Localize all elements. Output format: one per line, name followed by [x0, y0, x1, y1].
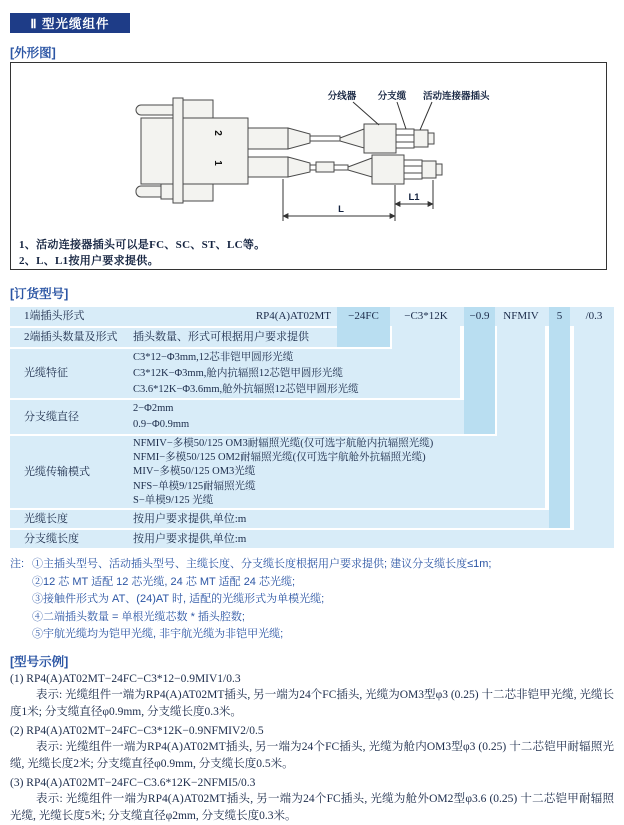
example-code-2: (2) RP4(A)AT02MT−24FC−C3*12K−0.9NFMIV2/0.5: [10, 724, 264, 737]
example-desc-1: 表示: 光缆组件一端为RP4(A)AT02MT插头, 另一端为24个FC插头, 光缆为OM3型φ3 (0.25) 十二芯非铠甲光缆, 光缆长度1米; 分支缆直径φ0.9mm, 分支缆长度0.3米。: [10, 689, 614, 719]
note-item-4: ④二端插头数量 = 单根光缆芯数 * 插头腔数;: [32, 610, 245, 623]
main-cable-top: [310, 136, 340, 141]
note-item-2: ②12 芯 MT 适配 12 芯光缆, 24 芯 MT 适配 24 芯光缆;: [32, 575, 296, 588]
section-header-ordering: [订货型号]: [10, 287, 69, 301]
connector-main-body: [183, 118, 248, 184]
plug-tip-bottom: [436, 164, 442, 175]
code-column-0-9: [464, 307, 495, 434]
row-label-4: 分支缆直径: [24, 411, 79, 423]
branch-diameter-line: 2−Φ2mm: [133, 403, 174, 414]
row-band-6: [10, 510, 570, 528]
connector-left-body: [141, 118, 173, 184]
row-label-7: 分支缆长度: [24, 533, 79, 545]
dim-label-l: L: [338, 204, 344, 215]
cable-feature-line: C3.6*12K−Φ3.6mm,舱外抗辐照12芯铠甲圆形光缆: [133, 384, 359, 395]
connector-flange: [173, 98, 183, 203]
label-splitter: 分线器: [327, 91, 357, 102]
row-content-7: 按用户要求提供,单位:m: [133, 533, 247, 545]
dim-label-l1: L1: [408, 192, 420, 203]
section-header-examples: [型号示例]: [10, 655, 69, 669]
branch-cable-top: [396, 129, 414, 148]
row-label-1: 1端插头形式: [24, 310, 85, 322]
notes-section: [10, 556, 614, 644]
plug-top: [414, 130, 428, 147]
page-title: Ⅱ 型光缆组件: [10, 13, 130, 33]
outline-drawing-box: [10, 62, 607, 270]
branch-diameter-line: 0.9−Φ0.9mm: [133, 419, 190, 430]
code-column-nfmiv: [497, 307, 545, 508]
splitter-bottom: [372, 155, 404, 184]
note-item-3: ③接触件形式为 AT、(24)AT 时, 适配的光缆形式为单模光缆;: [32, 593, 325, 606]
code-seg-nfmiv: NFMIV: [503, 310, 539, 322]
row-label-6: 光缆长度: [24, 513, 68, 525]
cavity-number-1: 1: [212, 160, 223, 166]
row-content-2: 插头数量、形式可根据用户要求提供: [133, 331, 309, 343]
label-plug: 活动连接器插头: [423, 91, 490, 102]
strain-relief-bottom: [288, 157, 310, 177]
example-desc-3: 表示: 光缆组件一端为RP4(A)AT02MT插头, 另一端为24个FC插头, 光缆为舱外OM2型φ3.6 (0.25) 十二芯铠甲耐辐照光缆, 光缆长度5米; 分支缆直径φ2mm, 分支缆长度0.3米。: [10, 792, 614, 823]
row-content-5: [133, 437, 433, 508]
transmission-mode-line: S−单模9/125 光缆: [133, 494, 214, 506]
example-desc-2: 表示: 光缆组件一端为RP4(A)AT02MT插头, 另一端为24个FC插头, 光缆为舱内OM3型φ3 (0.25) 十二芯铠甲耐辐照光缆, 光缆长度2米; 分支缆直径φ0.9mm, 分支缆长度0.5米。: [10, 740, 614, 771]
cable-feature-line: C3*12K−Φ3mm,舱内抗辐照12芯铠甲圆形光缆: [133, 368, 343, 379]
transmission-mode-line: NFMI−多模50/125 OM2耐辐照光缆(仅可选宇航舱外抗辐照光缆): [133, 452, 426, 464]
splitter-taper-bottom: [348, 158, 372, 177]
backshell-bottom: [248, 157, 288, 177]
splitter-top: [364, 124, 396, 153]
row-label-5: 光缆传输模式: [24, 466, 90, 478]
examples-section: [10, 652, 614, 825]
example-code-3: (3) RP4(A)AT02MT−24FC−C3.6*12K−2NFMI5/0.3: [10, 776, 256, 789]
backshell-top: [248, 128, 288, 149]
row-label-2: 2端插头数量及形式: [24, 331, 118, 343]
example-code-1: (1) RP4(A)AT02MT−24FC−C3*12−0.9MIV1/0.3: [10, 673, 241, 685]
row-content-4: [133, 401, 189, 433]
code-seg-5: 5: [556, 310, 563, 322]
cable-assembly-drawing: [11, 63, 604, 235]
cable-feature-line: C3*12−Φ3mm,12芯非铠甲圆形光缆: [133, 352, 294, 363]
code-column-0-3: [574, 307, 614, 548]
connector-back-block-top: [183, 100, 213, 120]
transmission-mode-line: NFS−单模9/125耐辐照光缆: [133, 480, 256, 492]
code-seg-c3x12k: −C3*12K: [404, 310, 448, 322]
code-column-5: [549, 307, 570, 528]
drawing-note-1: 1、活动连接器插头可以是FC、SC、ST、LC等。: [19, 239, 266, 251]
splitter-taper-top: [340, 129, 364, 148]
cable-marker-bottom: [316, 162, 334, 172]
jackscrew-collar: [161, 184, 174, 199]
code-seg-24fc: −24FC: [348, 310, 379, 322]
ordering-table: [10, 307, 614, 548]
transmission-mode-line: NFMIV−多模50/125 OM3耐辐照光缆(仅可选宇航舱内抗辐照光缆): [133, 438, 434, 449]
code-seg-base: RP4(A)AT02MT: [255, 310, 331, 322]
row-band-4: [10, 400, 495, 434]
drawing-note-2: 2、L、L1按用户要求提供。: [19, 255, 159, 267]
row-content-6: 按用户要求提供,单位:m: [133, 513, 247, 525]
notes-prefix: 注:: [10, 558, 25, 570]
cavity-number-2: 2: [212, 130, 223, 136]
note-item-1: ①主插头型号、活动插头型号、主缆长度、分支缆长度根据用户要求提供; 建议分支缆长度≤1m;: [32, 558, 492, 570]
code-seg-0-3: /0.3: [585, 310, 603, 322]
note-item-5: ⑤宇航光缆均为铠甲光缆, 非宇航光缆为非铠甲光缆;: [32, 628, 284, 641]
row-content-3: [133, 350, 359, 398]
plug-bottom: [422, 161, 436, 178]
plug-tip-top: [428, 133, 434, 144]
branch-cable-bottom: [404, 160, 422, 179]
section-header-outline: [外形图]: [10, 46, 56, 60]
transmission-mode-line: MIV−多模50/125 OM3光缆: [133, 466, 256, 478]
code-seg-0-9: −0.9: [469, 310, 490, 322]
row-label-3: 光缆特征: [24, 367, 68, 379]
row-band-7: [10, 530, 614, 548]
label-branch-cable: 分支缆: [377, 91, 407, 102]
strain-relief-top: [288, 128, 310, 149]
